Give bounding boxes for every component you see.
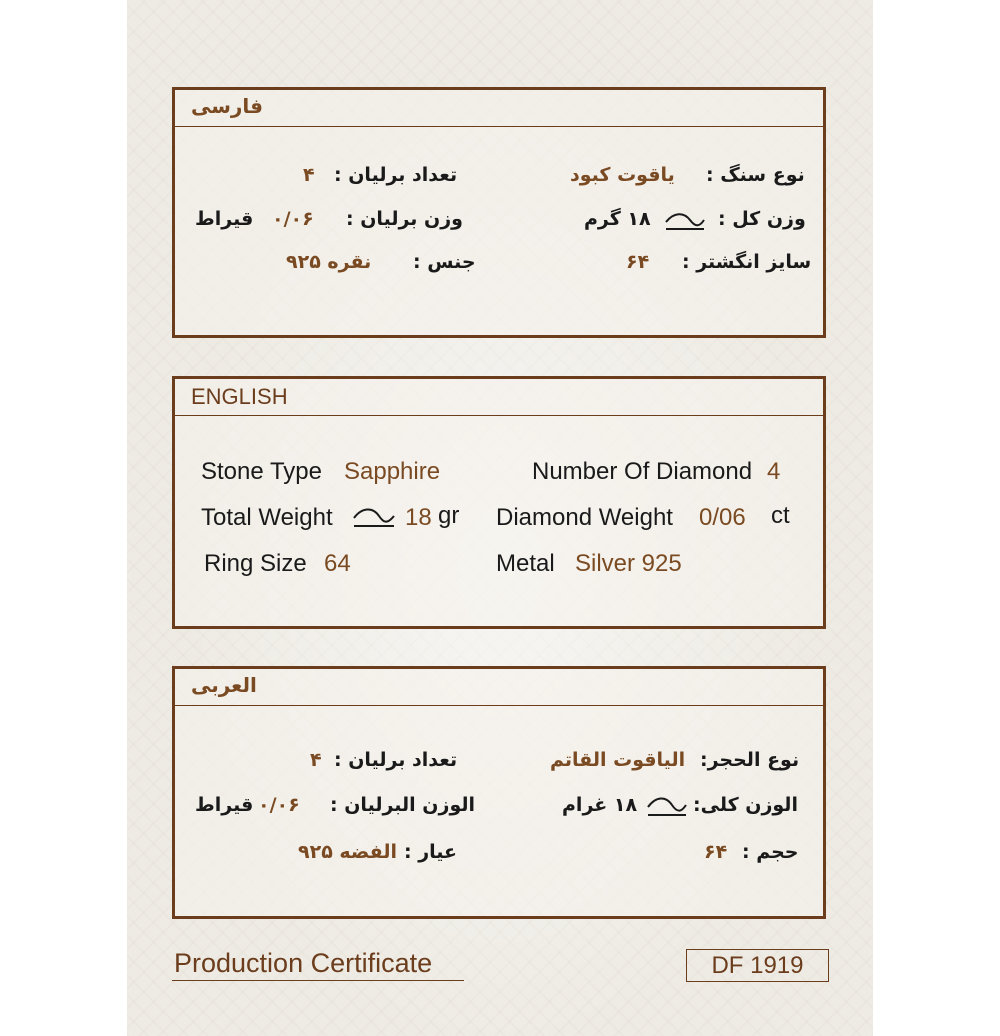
farsi-stone-type-label: نوع سنگ : (706, 164, 805, 186)
english-total-weight-label: Total Weight (201, 504, 333, 531)
english-ring-size-label: Ring Size (204, 550, 307, 577)
farsi-diamond-weight-unit: قیراط (195, 208, 254, 230)
english-ring-size-value: 64 (324, 550, 351, 577)
farsi-total-weight-label: وزن کل : (718, 208, 806, 230)
english-diamond-count-value: 4 (767, 458, 781, 485)
farsi-diamond-weight-label: وزن برلیان : (346, 208, 463, 230)
farsi-diamond-count-value: ۴ (303, 164, 315, 186)
arabic-stone-type-value: الیاقوت القاتم (550, 749, 686, 771)
tilde-approx-icon (352, 507, 396, 529)
arabic-stone-type-label: نوع الحجر: (700, 749, 800, 771)
english-diamond-weight-value: 0/06 (699, 504, 746, 531)
arabic-size-value: ۶۴ (704, 841, 728, 863)
farsi-stone-type-value: یاقوت کبود (570, 164, 675, 186)
arabic-metal-label: عیار : (404, 841, 458, 863)
farsi-ring-size-value: ۶۴ (626, 251, 650, 273)
arabic-total-weight-label: الوزن کلی: (693, 794, 798, 816)
arabic-panel-header (175, 669, 823, 706)
footer-underline (172, 980, 464, 981)
english-total-weight-value: 18 (405, 504, 432, 531)
tilde-approx-icon (664, 212, 706, 232)
english-diamond-count-label: Number Of Diamond (532, 458, 753, 485)
arabic-metal-value: الفضه ۹۲۵ (298, 841, 397, 863)
arabic-title: العربی (191, 673, 257, 697)
english-metal-label: Metal (496, 550, 555, 577)
farsi-ring-size-label: سایز انگشتر : (682, 251, 812, 273)
english-total-weight-unit: gr (438, 502, 460, 529)
english-title: ENGLISH (191, 384, 288, 409)
arabic-diamond-weight-value: ۰/۰۶ (258, 794, 300, 816)
arabic-diamond-count-value: ۴ (310, 749, 322, 771)
arabic-size-label: حجم : (742, 841, 799, 863)
arabic-diamond-count-label: تعداد برلیان : (334, 749, 458, 771)
english-metal-value: Silver 925 (575, 550, 682, 577)
farsi-total-weight-value: ۱۸ گرم (584, 208, 651, 230)
footer-title: Production Certificate (174, 948, 433, 978)
farsi-diamond-weight-value: ۰/۰۶ (272, 208, 314, 230)
tilde-approx-icon (646, 796, 688, 818)
english-diamond-weight-label: Diamond Weight (496, 504, 673, 531)
arabic-total-weight-value: ۱۸ غرام (562, 794, 638, 816)
farsi-panel-header (175, 90, 823, 127)
arabic-diamond-weight-label: الوزن البرلیان : (330, 794, 476, 816)
english-stone-type-label: Stone Type (201, 458, 322, 485)
certificate-code: DF 1919 (686, 949, 829, 982)
farsi-diamond-count-label: تعداد برلیان : (334, 164, 458, 186)
farsi-metal-value: نقره ۹۲۵ (286, 251, 372, 273)
arabic-panel (172, 666, 826, 919)
english-stone-type-value: Sapphire (344, 458, 441, 485)
english-diamond-weight-unit: ct (771, 502, 790, 529)
farsi-metal-label: جنس : (413, 251, 476, 273)
english-panel-header (175, 379, 823, 416)
farsi-title: فارسی (191, 94, 264, 118)
arabic-diamond-weight-unit: قیراط (195, 794, 254, 816)
english-panel (172, 376, 826, 629)
